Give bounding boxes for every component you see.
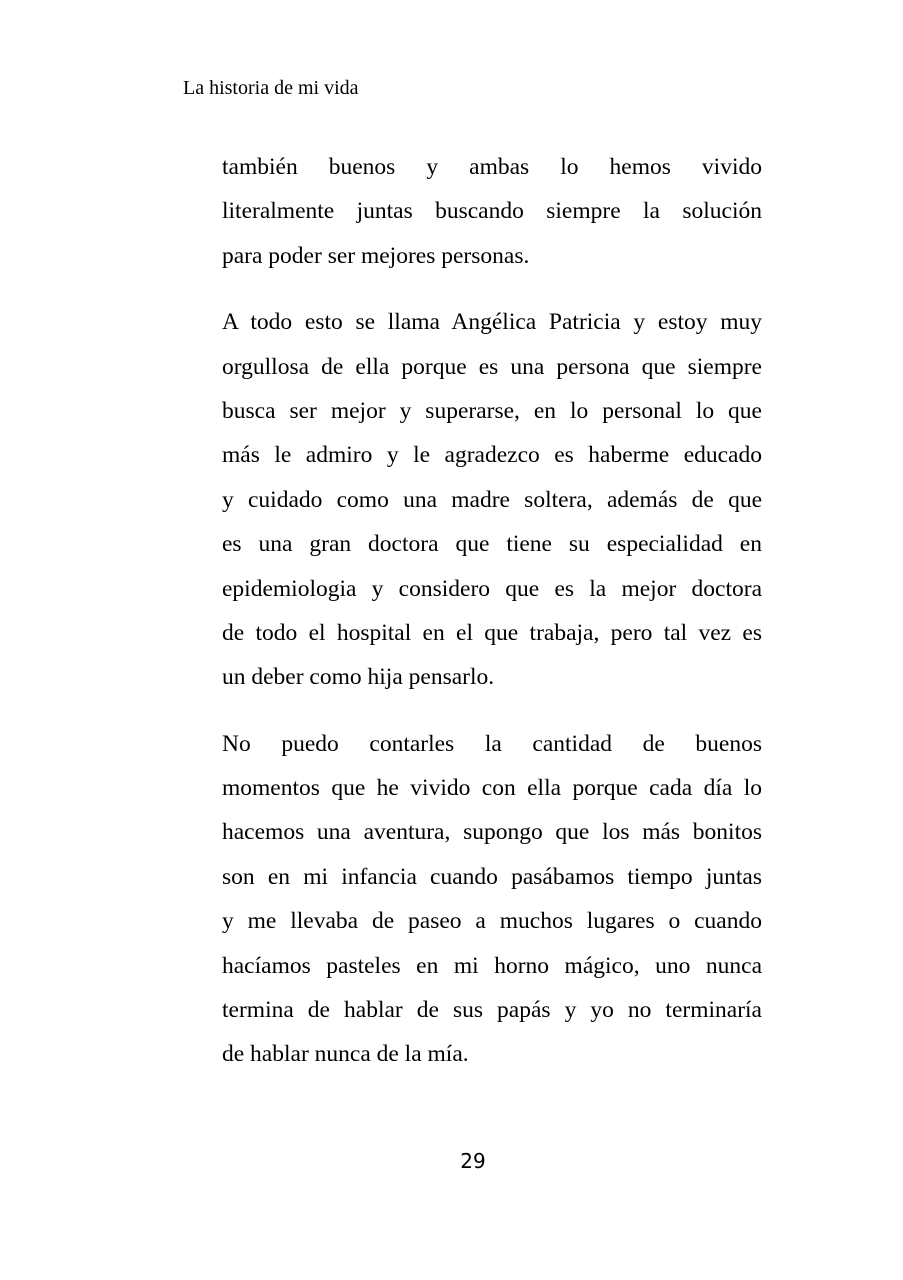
text-line: y cuidado como una madre soltera, además de que xyxy=(222,486,762,513)
text-line: también buenos y ambas lo hemos vivido xyxy=(222,154,762,180)
text-line: A todo esto se llama Angélica Patricia y estoy muy xyxy=(222,309,762,336)
paragraph-spacer xyxy=(222,278,762,300)
paragraph-3 xyxy=(222,722,762,1077)
text-line: de hablar nunca de la mía. xyxy=(222,1041,469,1068)
text-line: orgullosa de ella porque es una persona que siempre xyxy=(222,353,762,380)
text-line: es una gran doctora que tiene su especialidad en xyxy=(222,531,762,558)
text-line: hacíamos pasteles en mi horno mágico, uno nunca xyxy=(222,952,762,979)
text-line: epidemiologia y considero que es la mejor doctora xyxy=(222,575,762,602)
text-line: hacemos una aventura, supongo que los más bonitos xyxy=(222,819,762,846)
text-line: literalmente juntas buscando siempre la solución xyxy=(222,198,762,225)
text-line: termina de hablar de sus papás y yo no terminaría xyxy=(222,997,762,1024)
text-line: para poder ser mejores personas. xyxy=(222,242,530,269)
running-header: La historia de mi vida xyxy=(183,77,359,99)
paragraph-spacer xyxy=(222,700,762,722)
paragraph-2 xyxy=(222,300,762,700)
text-line: busca ser mejor y superarse, en lo personal lo que xyxy=(222,397,762,424)
text-line: son en mi infancia cuando pasábamos tiempo juntas xyxy=(222,863,762,890)
text-line: de todo el hospital en el que trabaja, pero tal vez es xyxy=(222,619,762,646)
page-number: 29 xyxy=(460,1149,486,1173)
text-line: momentos que he vivido con ella porque cada día lo xyxy=(222,775,762,802)
body-text xyxy=(222,145,762,1077)
text-line: más le admiro y le agradezco es haberme educado xyxy=(222,442,762,469)
text-line: y me llevaba de paseo a muchos lugares o cuando xyxy=(222,908,762,935)
text-line: un deber como hija pensarlo. xyxy=(222,664,495,691)
text-line: No puedo contarles la cantidad de buenos xyxy=(222,730,762,757)
paragraph-1 xyxy=(222,145,762,278)
